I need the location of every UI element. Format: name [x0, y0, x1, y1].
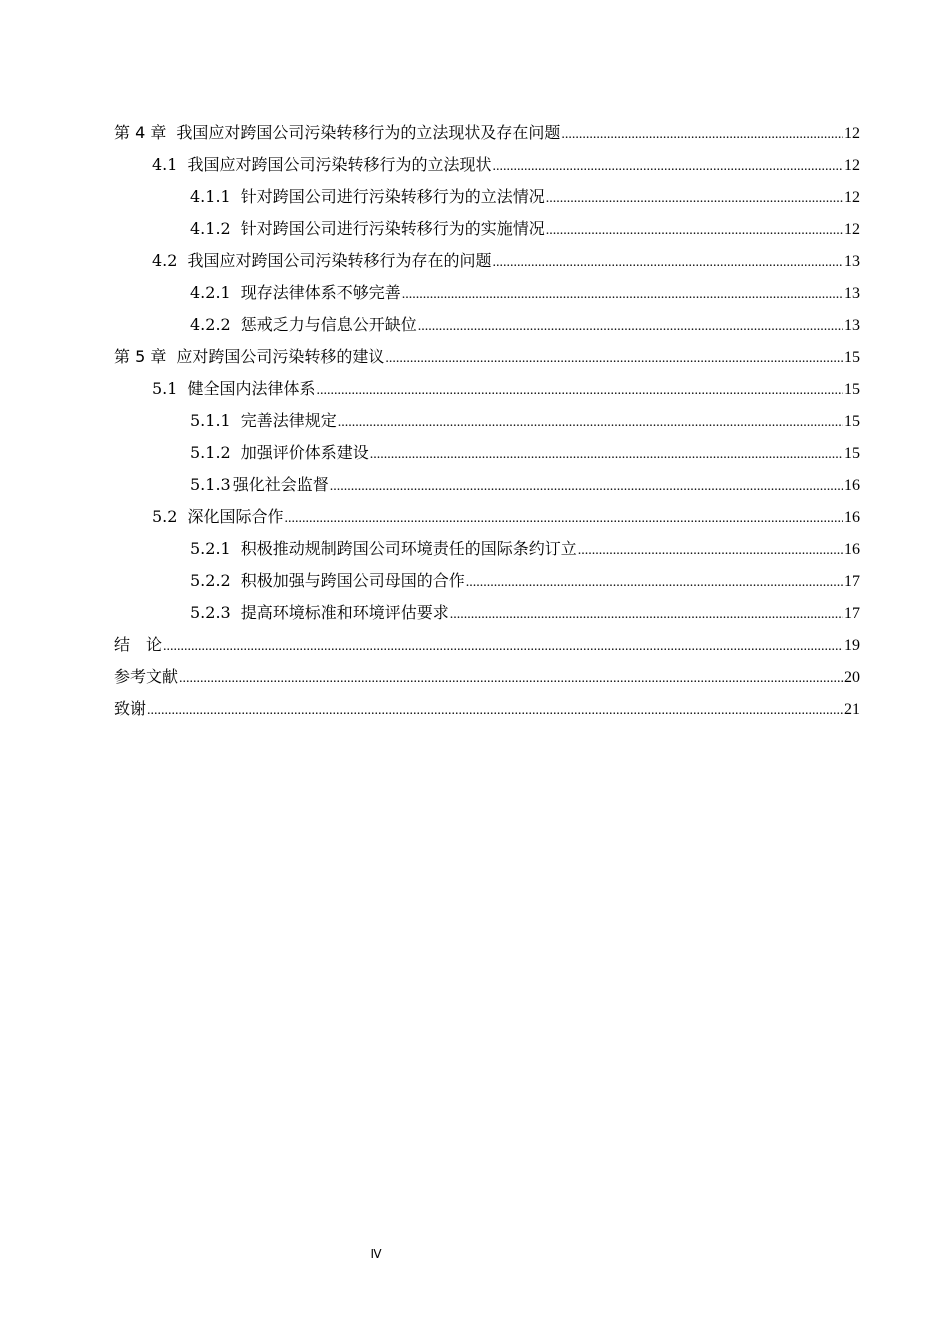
toc-entry-page: 19: [844, 637, 860, 654]
toc-entry-page: 12: [844, 189, 860, 206]
dot-leader: [284, 501, 843, 535]
toc-entry-number: 5.2.3: [190, 603, 231, 622]
dot-leader: [370, 437, 843, 471]
toc-entry-title: 我国应对跨国公司污染转移行为的立法现状: [187, 155, 492, 174]
toc-entry-page: 13: [844, 253, 860, 270]
dot-leader: [338, 405, 843, 439]
toc-entry-page: 17: [844, 573, 860, 590]
toc-entry-title: 针对跨国公司进行污染转移行为的立法情况: [240, 187, 545, 206]
toc-entry-title: 致谢: [114, 699, 147, 718]
dot-leader: [418, 309, 843, 343]
dot-leader: [385, 341, 843, 375]
toc-entry-number: 5.1: [152, 379, 178, 398]
toc-entry-conclusion[interactable]: [114, 629, 860, 661]
toc-entry-number: 4.2.1: [190, 283, 231, 302]
toc-entry-references[interactable]: [114, 661, 860, 693]
toc-entry[interactable]: [114, 469, 860, 501]
toc-entry[interactable]: [114, 341, 860, 373]
toc-entry-title: 完善法律规定: [240, 411, 337, 430]
toc-entry[interactable]: [114, 181, 860, 213]
toc-entry-title: 参考文献: [114, 667, 179, 686]
toc-entry-page: 13: [844, 317, 860, 334]
dot-leader: [179, 661, 843, 695]
toc-entry-number: 第 4 章: [114, 123, 167, 142]
table-of-contents: [114, 117, 860, 725]
toc-entry-number: 5.2.2: [190, 571, 231, 590]
page-number: Ⅳ: [370, 1247, 382, 1261]
toc-entry[interactable]: [114, 373, 860, 405]
toc-entry-title: 应对跨国公司污染转移的建议: [176, 347, 385, 366]
toc-entry-page: 16: [844, 477, 860, 494]
toc-entry-page: 12: [844, 157, 860, 174]
toc-entry-acknowledgements[interactable]: [114, 693, 860, 725]
toc-entry-title: 结 论: [114, 635, 163, 654]
toc-entry-title: 我国应对跨国公司污染转移行为的立法现状及存在问题: [176, 123, 561, 142]
toc-entry-page: 15: [844, 381, 860, 398]
toc-entry-number: 5.1.1: [190, 411, 231, 430]
dot-leader: [546, 213, 843, 247]
toc-entry-title: 提高环境标准和环境评估要求: [240, 603, 449, 622]
toc-entry-title: 加强评价体系建设: [240, 443, 369, 462]
toc-entry-title: 强化社会监督: [232, 475, 329, 494]
toc-entry-page: 16: [844, 541, 860, 558]
toc-entry-page: 17: [844, 605, 860, 622]
toc-entry-title: 惩戒乏力与信息公开缺位: [240, 315, 417, 334]
toc-entry[interactable]: [114, 213, 860, 245]
toc-entry-title: 现存法律体系不够完善: [240, 283, 401, 302]
toc-entry-title: 我国应对跨国公司污染转移行为存在的问题: [187, 251, 492, 270]
toc-entry-page: 21: [844, 701, 860, 718]
toc-entry-title: 积极加强与跨国公司母国的合作: [240, 571, 465, 590]
dot-leader: [492, 149, 843, 183]
dot-leader: [450, 597, 843, 631]
toc-entry[interactable]: [114, 565, 860, 597]
toc-entry-page: 16: [844, 509, 860, 526]
toc-entry-title: 积极推动规制跨国公司环境责任的国际条约订立: [240, 539, 577, 558]
toc-entry[interactable]: [114, 437, 860, 469]
toc-entry-number: 4.1.1: [190, 187, 231, 206]
toc-entry[interactable]: [114, 245, 860, 277]
dot-leader: [578, 533, 843, 567]
toc-entry-number: 4.2: [152, 251, 178, 270]
toc-entry-number: 5.2: [152, 507, 178, 526]
toc-entry-number: 第 5 章: [114, 347, 167, 366]
toc-entry-page: 15: [844, 349, 860, 366]
dot-leader: [163, 629, 843, 663]
toc-entry-page: 13: [844, 285, 860, 302]
toc-entry-number: 5.1.2: [190, 443, 231, 462]
dot-leader: [330, 469, 843, 503]
toc-entry-title: 健全国内法律体系: [187, 379, 316, 398]
dot-leader: [316, 373, 843, 407]
toc-entry-page: 12: [844, 221, 860, 238]
toc-entry-title: 深化国际合作: [187, 507, 284, 526]
toc-entry[interactable]: [114, 149, 860, 181]
toc-entry[interactable]: [114, 533, 860, 565]
toc-entry-page: 12: [844, 125, 860, 142]
toc-entry-number: 5.1.3: [190, 475, 231, 494]
dot-leader: [466, 565, 843, 599]
toc-entry-number: 4.2.2: [190, 315, 231, 334]
dot-leader: [402, 277, 843, 311]
dot-leader: [492, 245, 843, 279]
toc-entry[interactable]: [114, 117, 860, 149]
toc-entry-number: 5.2.1: [190, 539, 231, 558]
toc-entry-number: 4.1: [152, 155, 178, 174]
dot-leader: [147, 693, 843, 727]
toc-entry-page: 15: [844, 413, 860, 430]
toc-entry[interactable]: [114, 405, 860, 437]
dot-leader: [561, 117, 843, 151]
toc-entry[interactable]: [114, 501, 860, 533]
toc-entry[interactable]: [114, 277, 860, 309]
toc-entry[interactable]: [114, 309, 860, 341]
dot-leader: [546, 181, 843, 215]
toc-entry[interactable]: [114, 597, 860, 629]
toc-entry-page: 20: [844, 669, 860, 686]
toc-entry-page: 15: [844, 445, 860, 462]
toc-entry-number: 4.1.2: [190, 219, 231, 238]
toc-entry-title: 针对跨国公司进行污染转移行为的实施情况: [240, 219, 545, 238]
